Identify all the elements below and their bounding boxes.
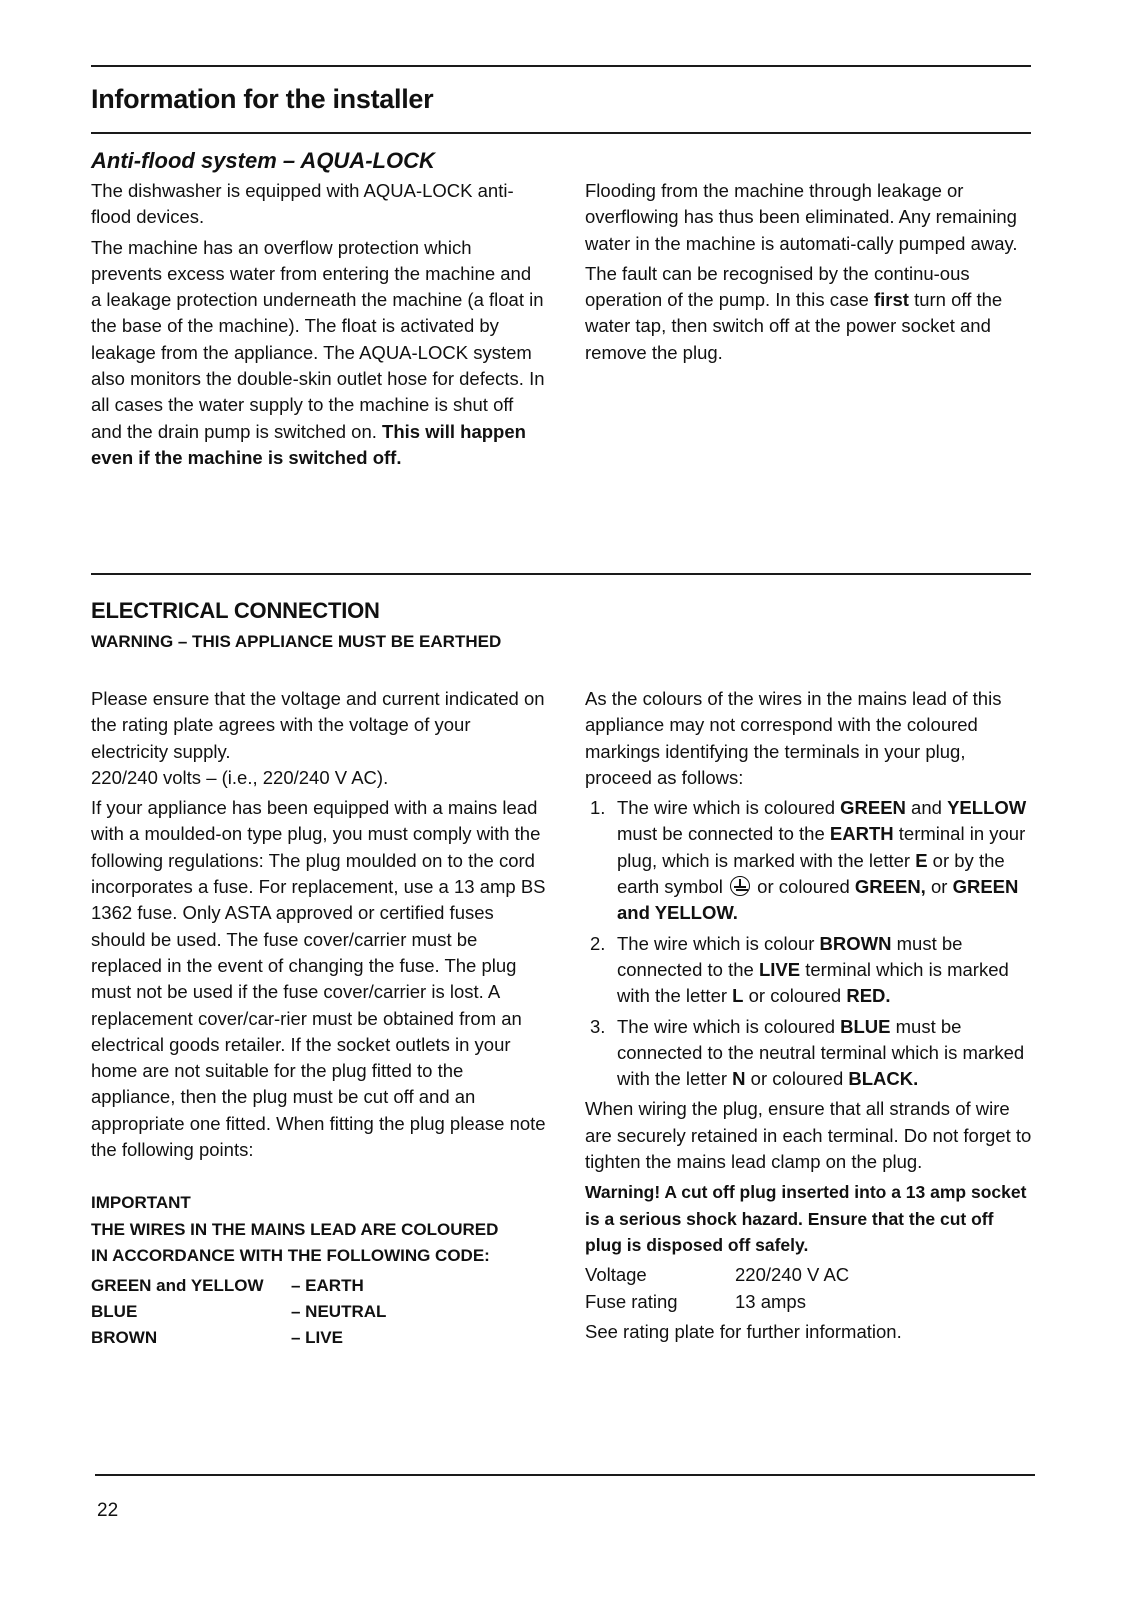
table-row: [585, 1289, 849, 1315]
earth-symbol-icon: [730, 876, 750, 896]
step-number: 2.: [590, 932, 606, 954]
step-text: or coloured: [752, 876, 855, 898]
wire-function: – LIVE: [291, 1328, 343, 1348]
wiring-steps-list: [585, 795, 1035, 1092]
earthed-warning: WARNING – THIS APPLIANCE MUST BE EARTHED: [91, 632, 502, 651]
moulded-plug-text: If your appliance has been equipped with a mains lead with a moulded-on type plug, you must comply with the following regulations: The plug moulded on to the cord incorporates a fuse. For replacement, use a 13 amp BS 1362 fuse. Only ASTA approved or certified fuses should be used. The fuse cover/carrier must be replaced in the event of changing the fuse. The plug must not be used if the fuse cover/carrier is lost. A replacement cover/car-rier must be obtained from an electrical goods retailer. If the socket outlets in your home are not suitable for the plug fitted to the appliance, then the plug must be cut off and an appropriate one fitted. When fitting the plug please note the following points:: [91, 797, 546, 1161]
step-bold: BLACK.: [848, 1068, 919, 1090]
title-rule: [91, 132, 1031, 134]
list-item: [585, 931, 1035, 1010]
spec-table: [585, 1262, 849, 1315]
step-text: and: [905, 797, 948, 819]
section-rule: [91, 573, 1031, 575]
table-row: [91, 1299, 386, 1325]
fault-text-bold: first: [873, 289, 909, 311]
step-bold: BROWN: [819, 932, 892, 954]
electrical-right-column: [585, 686, 1035, 1349]
top-rule: [91, 65, 1031, 67]
important-label: IMPORTANT: [91, 1193, 191, 1213]
aqua-lock-description-text: The machine has an overflow protection which prevents excess water from entering the machine and a leakage protection underneath the machine (a float in the base of the machine). The float is activated by leakage from the appliance. The AQUA-LOCK system also monitors the double-skin outlet hose for defects. In all cases the water supply to the machine is shut off and the drain pump is switched on.: [91, 236, 545, 442]
table-row: [585, 1262, 849, 1288]
footer-rule: [95, 1474, 1035, 1476]
fault-text-a: The fault can be recognised by the continu-ous operation of the pump. In this case: [585, 262, 970, 311]
aqua-lock-flooding-text: Flooding from the machine through leakage or overflowing has thus been eliminated. Any remaining water in the machine is automati-cally pumped away.: [585, 180, 1018, 254]
step-number: 3.: [590, 1015, 606, 1037]
spec-label: Voltage: [585, 1264, 647, 1286]
step-text: The wire which is coloured: [617, 1015, 841, 1037]
electrical-left-column: [91, 686, 551, 1351]
list-item: [585, 795, 1035, 926]
spec-value: 13 amps: [735, 1290, 806, 1312]
step-number: 1.: [590, 797, 606, 819]
fault-text-b: turn off the water tap, then switch off at the power socket and remove the plug.: [585, 289, 1003, 363]
aqua-lock-description: [91, 235, 546, 472]
page-title: Information for the installer: [91, 84, 434, 114]
aqua-lock-right-column: [585, 178, 1030, 370]
wire-colours-intro: As the colours of the wires in the mains lead of this appliance may not correspond with the coloured markings identifying the terminals in your plug, proceed as follows:: [585, 688, 1002, 788]
wire-colour: BLUE: [91, 1302, 138, 1322]
rating-plate-note: See rating plate for further information.: [585, 1320, 902, 1342]
wiring-note: When wiring the plug, ensure that all strands of wire are securely retained in each terminal. Do not forget to tighten the mains lead clamp on the plug.: [585, 1098, 1032, 1173]
spec-value: 220/240 V AC: [735, 1264, 850, 1286]
voltage-value-text: 220/240 volts – (i.e., 220/240 V AC).: [91, 766, 389, 788]
wire-colour: GREEN and YELLOW: [91, 1276, 264, 1296]
wire-colour-code-table: [91, 1273, 386, 1351]
step-text: terminal which is marked with the letter: [617, 958, 1009, 1007]
step-text: or by the earth symbol: [617, 849, 1005, 898]
cut-off-plug-warning: Warning! A cut off plug inserted into a 13 amp socket is a serious shock hazard. Ensure that the cut off plug is disposed off safely.: [585, 1182, 1027, 1255]
step-text: or coloured: [745, 1068, 849, 1090]
electrical-connection-title: ELECTRICAL CONNECTION: [91, 598, 380, 623]
wire-function: – EARTH: [291, 1276, 364, 1296]
aqua-lock-fault-text: [585, 261, 1030, 366]
aqua-lock-intro: The dishwasher is equipped with AQUA-LOCK anti-flood devices.: [91, 180, 514, 228]
list-item: [585, 1014, 1035, 1093]
step-bold: BLUE: [840, 1015, 891, 1037]
step-text: The wire which is colour: [617, 932, 820, 954]
aqua-lock-title: Anti-flood system – AQUA-LOCK: [91, 148, 435, 173]
step-text: must be connected to the: [617, 823, 830, 845]
step-text: or coloured: [743, 985, 847, 1007]
step-bold: GREEN,: [854, 876, 926, 898]
table-row: [91, 1273, 386, 1299]
step-text: or: [925, 876, 953, 898]
aqua-lock-left-column: [91, 178, 546, 475]
step-bold: EARTH: [829, 823, 894, 845]
wire-colour: BROWN: [91, 1328, 158, 1348]
page-number: 22: [97, 1500, 119, 1521]
aqua-lock-emphasis: This will happen even if the machine is switched off.: [91, 420, 526, 468]
voltage-check-text: Please ensure that the voltage and current indicated on the rating plate agrees with the voltage of your electricity supply.: [91, 688, 545, 762]
step-text: The wire which is coloured: [617, 797, 841, 819]
wire-code-intro: THE WIRES IN THE MAINS LEAD ARE COLOURED IN ACCORDANCE WITH THE FOLLOWING CODE:: [91, 1220, 499, 1266]
step-text: terminal in your plug, which is marked with the letter: [617, 823, 1026, 871]
step-text: must be connected to the: [617, 932, 963, 980]
spec-label: Fuse rating: [585, 1290, 678, 1312]
wire-function: – NEUTRAL: [291, 1302, 387, 1322]
step-bold: N: [732, 1068, 746, 1090]
step-bold: L: [732, 985, 744, 1007]
step-bold: YELLOW: [947, 797, 1027, 819]
step-bold: E: [915, 849, 928, 871]
step-bold: GREEN: [840, 797, 906, 819]
step-bold: LIVE: [758, 958, 801, 980]
table-row: [91, 1325, 386, 1351]
step-bold: RED.: [846, 985, 891, 1007]
step-bold: GREEN and YELLOW.: [617, 876, 1019, 924]
step-text: must be connected to the neutral terminal which is marked with the letter: [617, 1015, 1025, 1090]
